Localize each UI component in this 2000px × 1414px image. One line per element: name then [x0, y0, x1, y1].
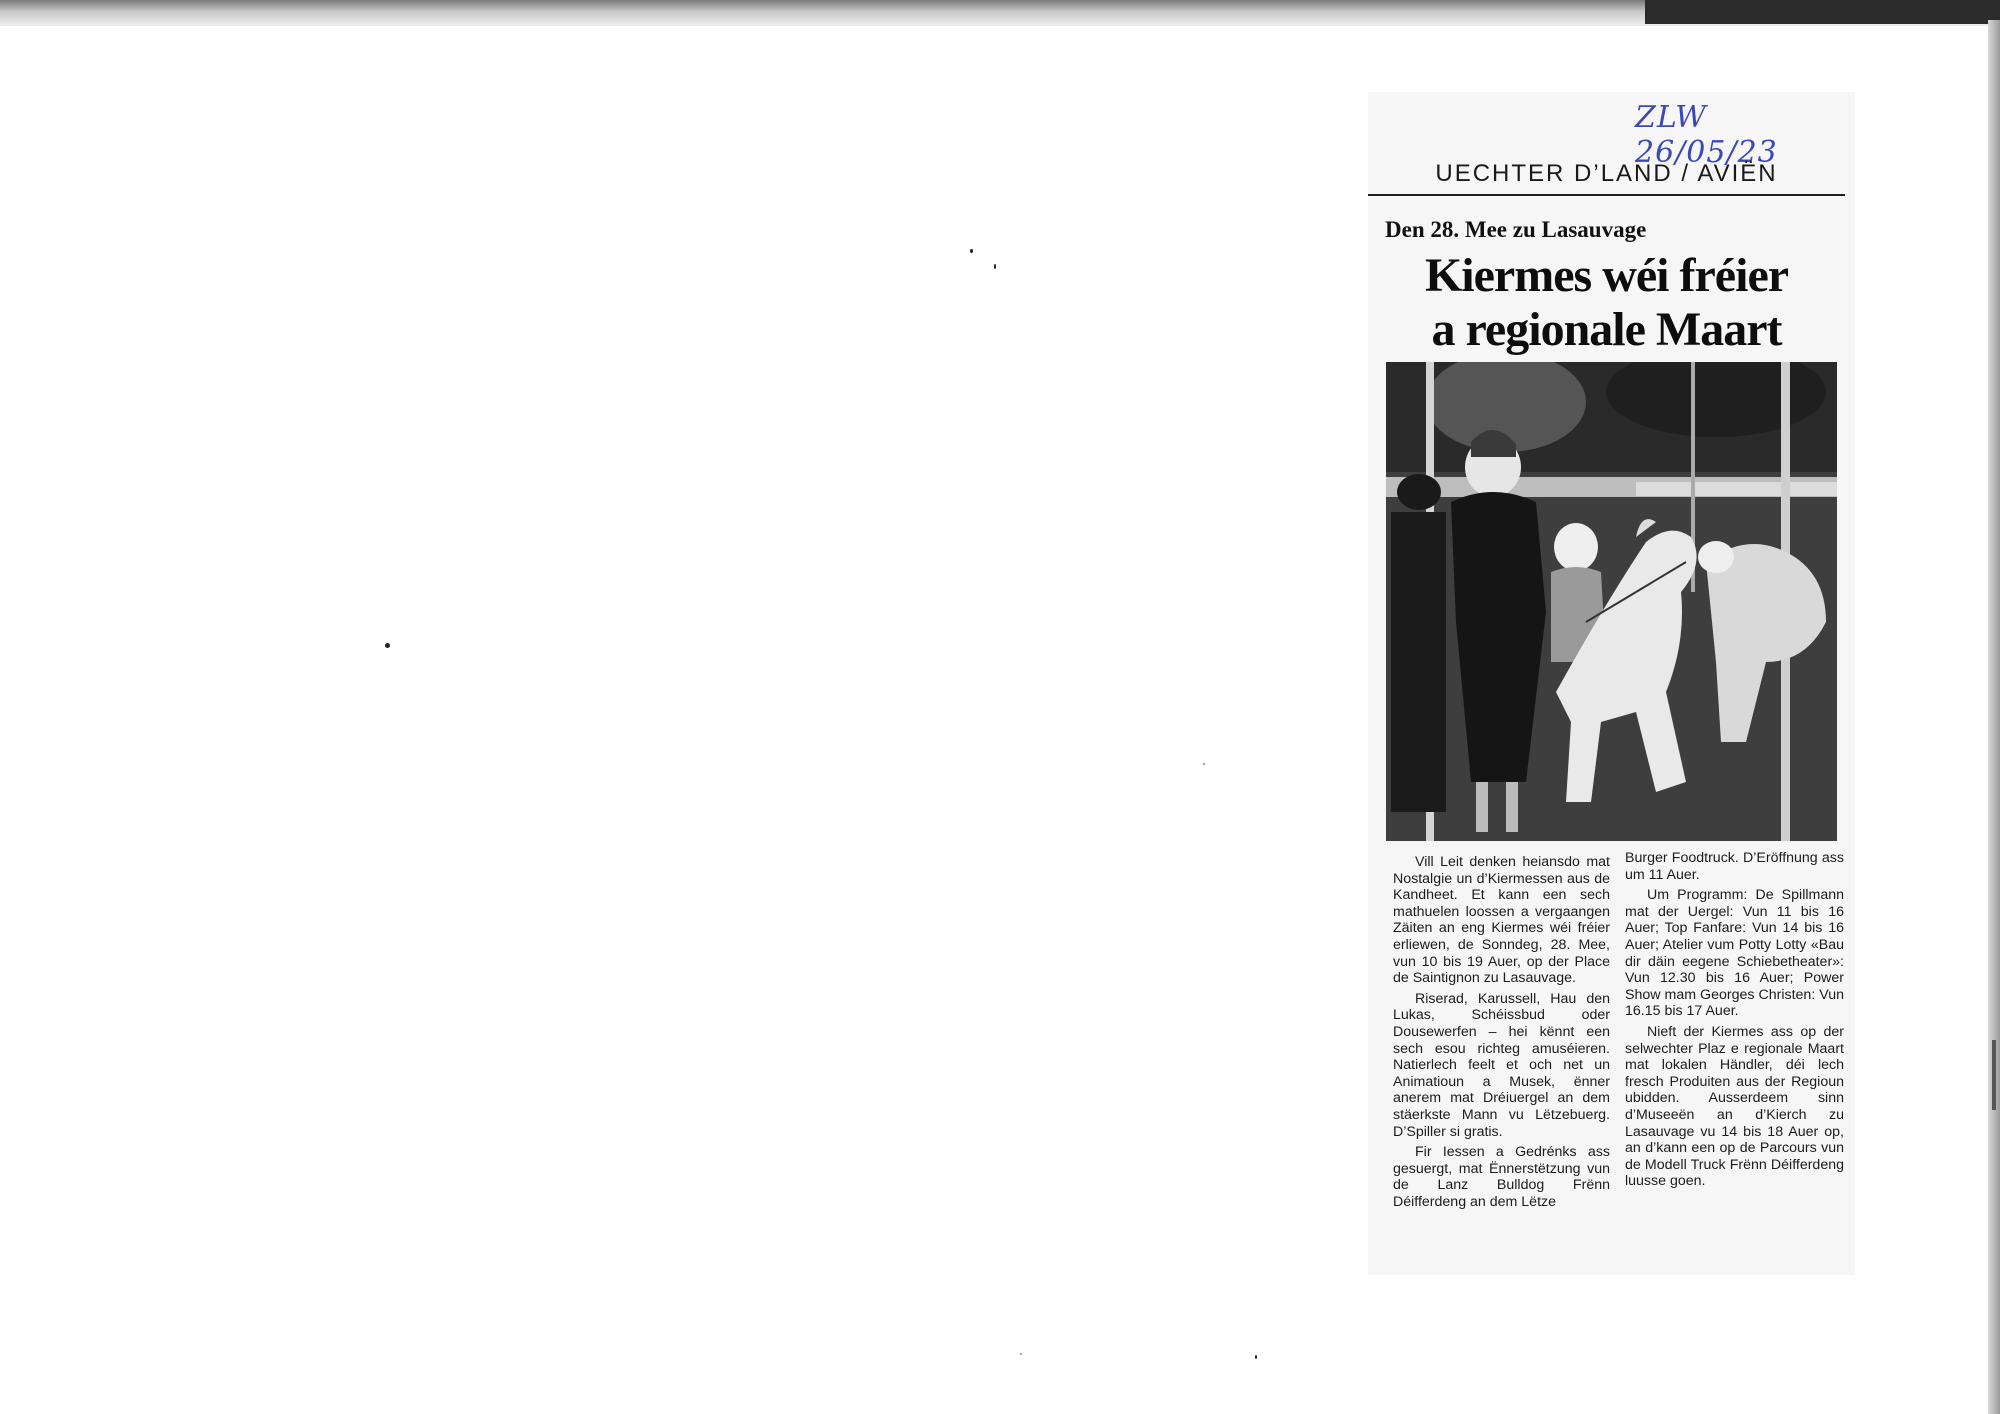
section-header: UECHTER D’LAND / AVIËN	[1435, 160, 1778, 187]
scanner-right-edge	[1988, 20, 2000, 1414]
headline-line-2: a regionale Maart	[1431, 303, 1782, 356]
scanner-lid-shadow	[1645, 0, 2000, 24]
carousel-photo	[1386, 362, 1837, 841]
section-rule	[1368, 194, 1845, 196]
dust-speck	[970, 249, 973, 253]
dust-speck	[1020, 1353, 1022, 1355]
paragraph: Nieft der Kiermes ass op der selwechter Plaz e regionale Maart mat lokalen Händler, déi lech fresch Produiten aus der Regioun ubidden. Ausserdeem sinn d’Museeën an d’Kierch zu Lasauvage vu 14 bis 18 Auer op, an d’kann een op de Parcours vun de Modell Truck Frënn Déifferdeng luusse goen.	[1625, 1023, 1844, 1190]
scanner-edge-mark	[1992, 1040, 1996, 1110]
paragraph: Burger Foodtruck. D’Eröffnung ass um 11 Auer.	[1625, 850, 1844, 883]
handwritten-note: ZLW 26/05/23	[1635, 100, 1778, 170]
photo-illustration	[1386, 362, 1837, 841]
article-kicker: Den 28. Mee zu Lasauvage	[1385, 217, 1647, 242]
article-headline	[1368, 249, 1845, 357]
dust-speck	[994, 264, 996, 269]
dust-speck	[1203, 763, 1205, 765]
article-body-right	[1625, 850, 1844, 1194]
paragraph: Fir Iessen a Gedrénks ass gesuergt, mat Ënnerstëtzung vun de Lanz Bulldog Frënn Déifferdeng an dem Lëtze	[1393, 1144, 1610, 1210]
headline-line-1: Kiermes wéi fréier	[1424, 249, 1789, 302]
paragraph: Um Programm: De Spillmann mat der Uergel: Vun 11 bis 16 Auer; Top Fanfare: Vun 14 bis 16 Auer; Atelier vum Potty Lotty «Bau dir däin eegene Schiebetheater»: Vun 12.30 bis 16 Auer; Power Show mam Georges Christen: Vun 16.15 bis 17 Auer.	[1625, 887, 1844, 1020]
dust-speck	[385, 643, 390, 648]
paragraph: Vill Leit denken heiansdo mat Nostalgie un d’Kiermessen aus de Kandheet. Et kann een sech mathuelen loossen a vergaangen Zäiten an eng Kiermes wéi fréier erliewen, de Sonndeg, 28. Mee, vun 10 bis 19 Auer, op der Place de Saintignon zu Lasauvage.	[1393, 854, 1610, 987]
article-body-left	[1393, 854, 1610, 1214]
dust-speck	[1255, 1355, 1257, 1359]
paragraph: Riserad, Karussell, Hau den Lukas, Schéissbud oder Dousewerfen – hei kënnt een sech esou richteg amuséieren. Natierlech feelt et och net un Animatioun a Musek, ënner anerem mat Dréiuergel an dem stäerkste Mann vu Lëtzebuerg. D’Spiller si gratis.	[1393, 990, 1610, 1140]
